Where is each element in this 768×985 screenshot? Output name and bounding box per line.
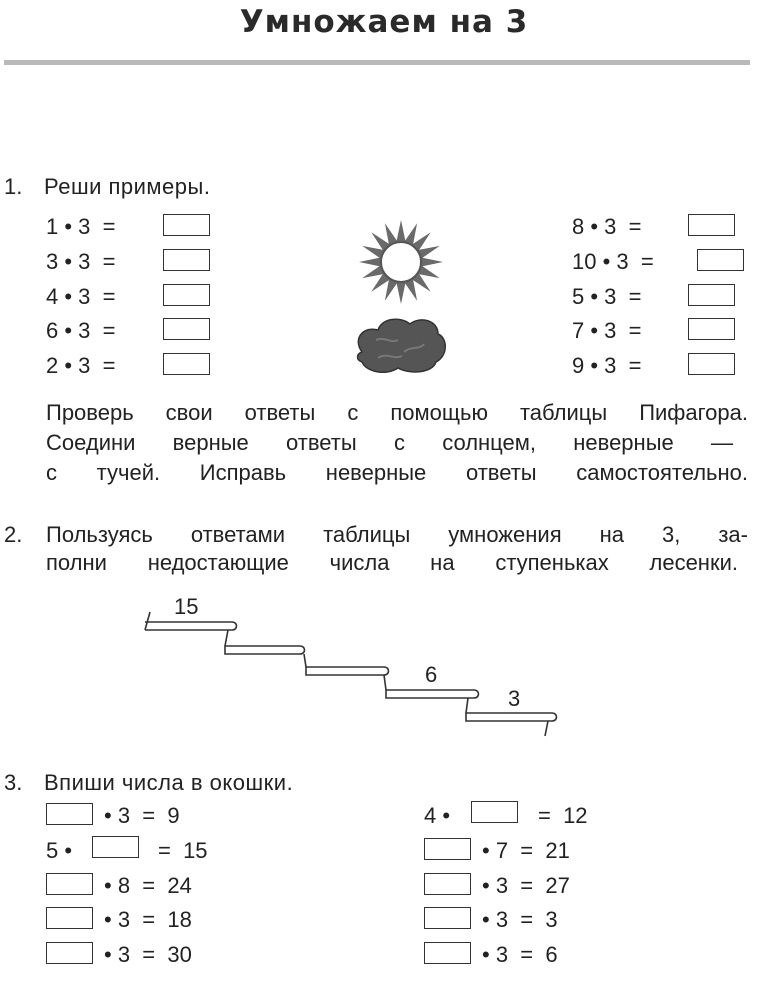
task3-right-5: • 3 = 6 <box>482 942 558 967</box>
title-divider <box>4 60 750 65</box>
task1-left-5: 2 • 3 = <box>46 353 116 378</box>
task3-right-3: • 3 = 27 <box>482 873 570 898</box>
missing-factor-box[interactable] <box>92 836 139 858</box>
page-title: Умножаем на 3 <box>239 4 529 40</box>
stair-label-bottom: 3 <box>508 686 521 711</box>
missing-factor-box[interactable] <box>424 907 471 929</box>
task3-right-1-pre: 4 • <box>424 803 451 828</box>
task1-instruction-2: Соедини верные ответы с солнцем, неверные — <box>46 430 733 455</box>
task3-right-2: • 7 = 21 <box>482 838 570 863</box>
task1-right-4: 7 • 3 = <box>572 318 642 343</box>
task3-left-2-pre: 5 • <box>46 838 73 863</box>
task1-left-2: 3 • 3 = <box>46 249 116 274</box>
task3-number: 3. <box>4 770 23 795</box>
task2-line-1: Пользуясь ответами таблицы умножения на 3, за- <box>46 522 748 547</box>
answer-box[interactable] <box>688 353 735 375</box>
sun-icon[interactable] <box>359 220 443 304</box>
stair-label-top: 15 <box>174 594 199 619</box>
task3-left-5: • 3 = 30 <box>104 942 192 967</box>
task3-right-4: • 3 = 3 <box>482 907 558 932</box>
task1-right-5: 9 • 3 = <box>572 353 642 378</box>
task2-line-2: полни недостающие числа на ступеньках лесенки. <box>46 550 738 575</box>
task3-heading: Впиши числа в окошки. <box>44 770 294 795</box>
answer-box[interactable] <box>163 249 210 271</box>
answer-box[interactable] <box>688 318 735 340</box>
staircase <box>145 612 557 736</box>
task3-left-4: • 3 = 18 <box>104 907 192 932</box>
task3-left-3: • 8 = 24 <box>104 873 192 898</box>
task1-right-2: 10 • 3 = <box>572 249 654 274</box>
missing-factor-box[interactable] <box>424 873 471 895</box>
task1-left-4: 6 • 3 = <box>46 318 116 343</box>
cloud-icon[interactable] <box>358 319 446 372</box>
missing-factor-box[interactable] <box>471 801 518 823</box>
task3-right-1: = 12 <box>538 803 588 828</box>
missing-factor-box[interactable] <box>46 942 93 964</box>
task1-instruction-1: Проверь свои ответы с помощью таблицы Пифагора. <box>46 400 748 425</box>
missing-factor-box[interactable] <box>424 838 471 860</box>
task1-right-3: 5 • 3 = <box>572 284 642 309</box>
task3-left-2: = 15 <box>158 838 208 863</box>
missing-factor-box[interactable] <box>424 942 471 964</box>
task3-left-1: • 3 = 9 <box>104 803 180 828</box>
task1-left-1: 1 • 3 = <box>46 214 116 239</box>
task1-instruction-3: с тучей. Исправь неверные ответы самостоятельно. <box>46 460 748 485</box>
missing-factor-box[interactable] <box>46 873 93 895</box>
task1-number: 1. <box>4 174 23 199</box>
task2-number: 2. <box>4 522 23 547</box>
stair-label-middle: 6 <box>425 662 438 687</box>
answer-box[interactable] <box>163 318 210 340</box>
answer-box[interactable] <box>697 249 744 271</box>
task1-heading: Реши примеры. <box>44 174 211 199</box>
answer-box[interactable] <box>688 284 735 306</box>
task1-right-1: 8 • 3 = <box>572 214 642 239</box>
answer-box[interactable] <box>163 284 210 306</box>
task1-left-3: 4 • 3 = <box>46 284 116 309</box>
answer-box[interactable] <box>163 353 210 375</box>
answer-box[interactable] <box>163 214 210 236</box>
missing-factor-box[interactable] <box>46 907 93 929</box>
missing-factor-box[interactable] <box>46 803 93 825</box>
answer-box[interactable] <box>688 214 735 236</box>
